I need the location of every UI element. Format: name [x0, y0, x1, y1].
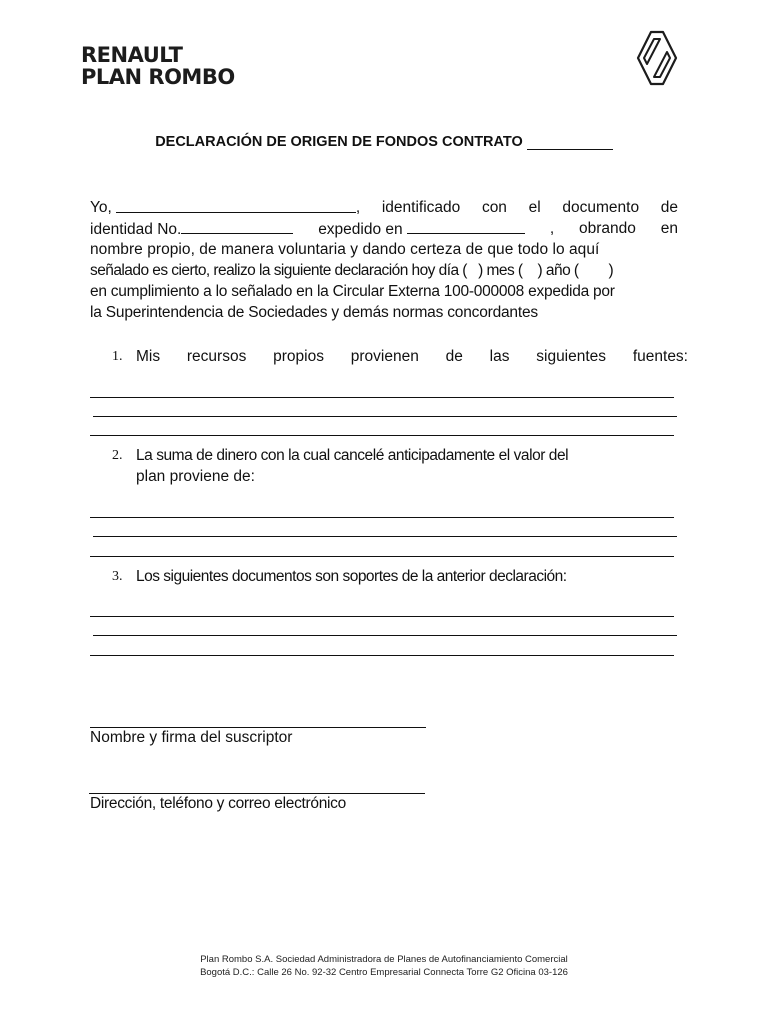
- footer: [0, 953, 768, 979]
- paragraph-line-3: nombre propio, de manera voluntaria y dando certeza de que todo lo aquí: [90, 241, 600, 258]
- answer-line[interactable]: [93, 416, 677, 417]
- id-number-blank[interactable]: [181, 218, 293, 234]
- answer-line[interactable]: [90, 517, 674, 518]
- answer-line[interactable]: [90, 616, 674, 617]
- paragraph-line-5: en cumplimiento a lo señalado en la Circular Externa 100-000008 expedida por: [90, 283, 615, 300]
- paragraph-line-2: identidad No. expedido en , obrando en: [90, 220, 678, 238]
- paragraph-line-1: Yo, , identificado con el documento de: [90, 199, 678, 216]
- answer-line[interactable]: [90, 397, 674, 398]
- answer-line[interactable]: [93, 536, 677, 537]
- full-name-blank[interactable]: [116, 197, 356, 213]
- issued-in-blank[interactable]: [407, 218, 525, 234]
- paragraph-line-6: la Superintendencia de Sociedades y demás normas concordantes: [90, 304, 538, 321]
- declaration-paragraph: [90, 197, 678, 323]
- document-title: DECLARACIÓN DE ORIGEN DE FONDOS CONTRATO: [0, 134, 768, 150]
- footer-line-2: Bogotá D.C.: Calle 26 No. 92-32 Centro Empresarial Connecta Torre G2 Oficina 03-126: [200, 967, 568, 978]
- signature-line[interactable]: [90, 727, 426, 728]
- contract-number-blank[interactable]: [527, 135, 613, 150]
- answer-line[interactable]: [90, 655, 674, 656]
- brand-wordmark: [81, 44, 235, 88]
- answer-line[interactable]: [93, 635, 677, 636]
- contact-label: Dirección, teléfono y correo electrónico: [90, 795, 346, 812]
- brand-line-1: RENAULT: [81, 43, 183, 67]
- brand-line-2: PLAN ROMBO: [81, 65, 235, 89]
- renault-diamond-icon: [636, 30, 678, 86]
- signature-label: Nombre y firma del suscriptor: [90, 729, 293, 746]
- contact-line[interactable]: [89, 793, 425, 794]
- answer-line[interactable]: [90, 435, 674, 436]
- paragraph-line-4: señalado es cierto, realizo la siguiente declaración hoy día ( ) mes ( ) año ( ): [90, 262, 614, 279]
- answer-line[interactable]: [90, 556, 674, 557]
- footer-line-1: Plan Rombo S.A. Sociedad Administradora de Planes de Autofinanciamiento Comercial: [200, 954, 568, 965]
